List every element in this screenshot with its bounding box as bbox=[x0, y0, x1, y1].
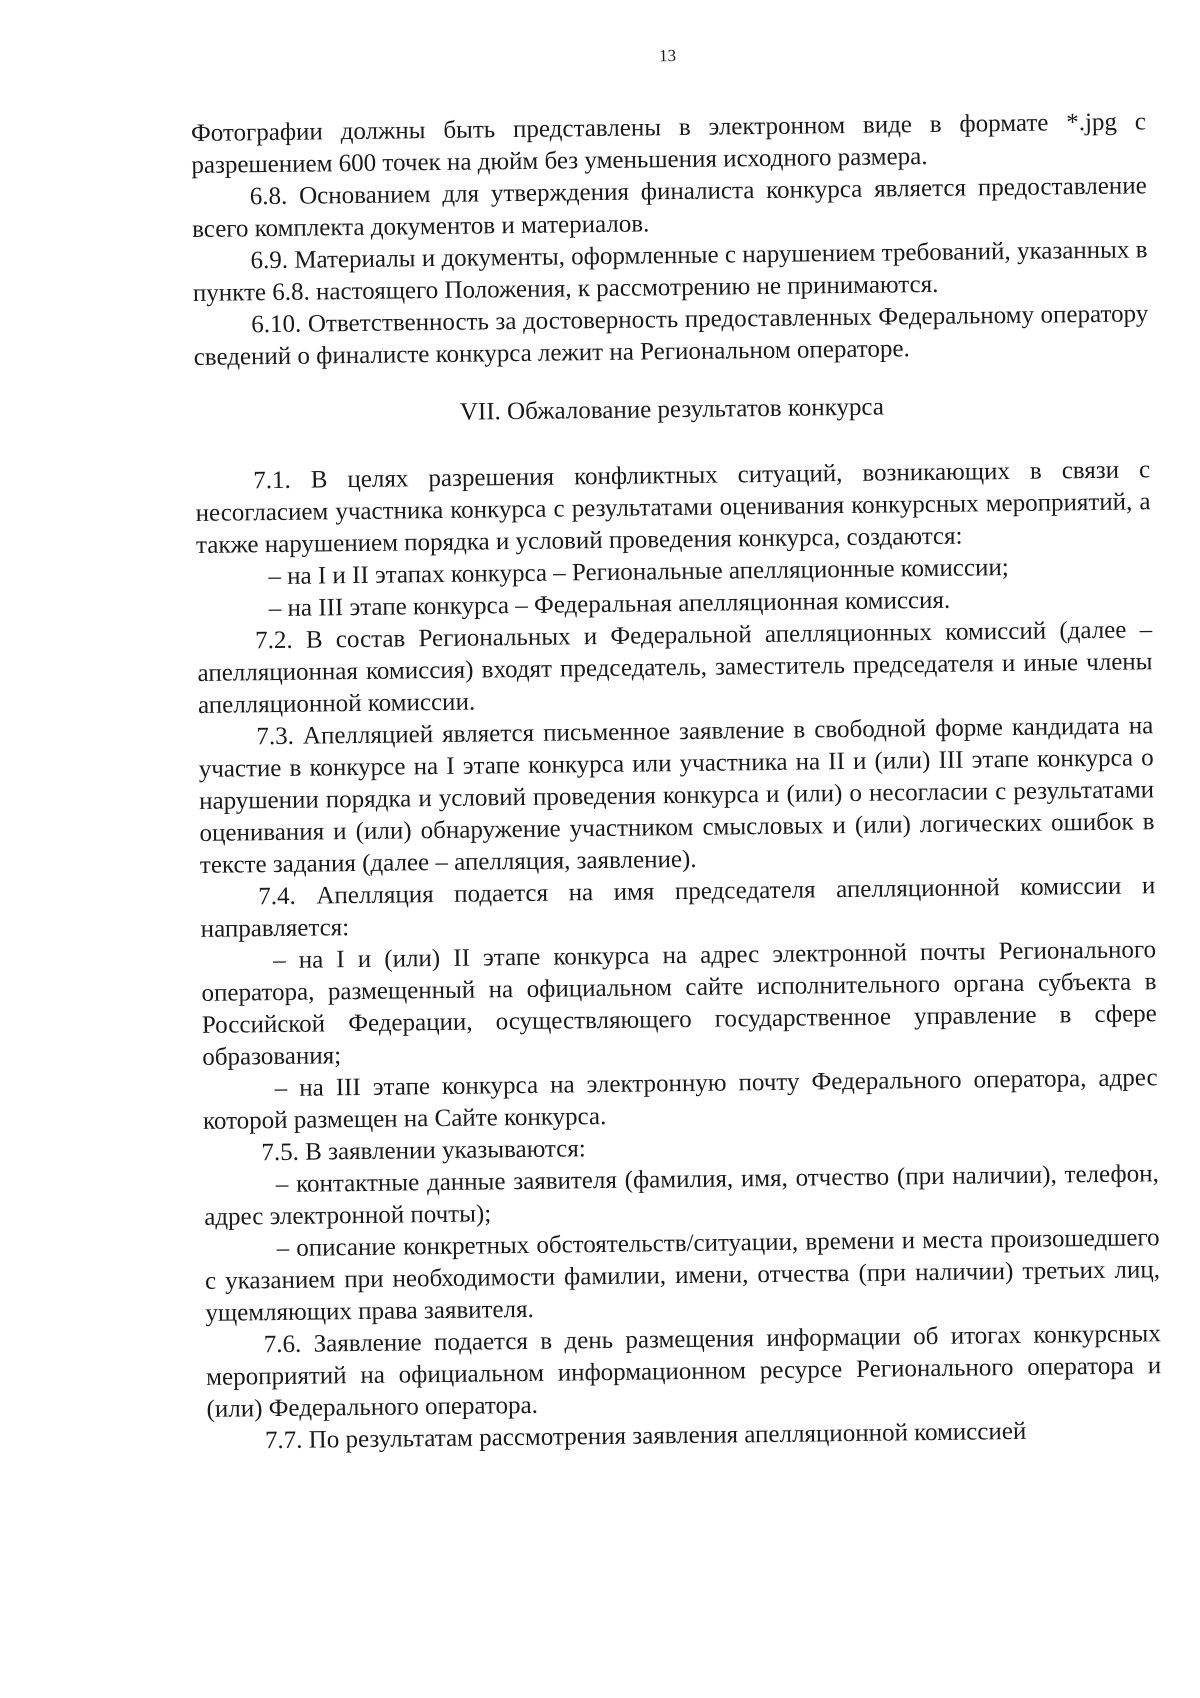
paragraph-6-8: 6.8. Основанием для утверждения финалиста конкурса является предоставление всего комплекта документов и материалов. bbox=[192, 172, 1147, 243]
paragraph-photo-format: Фотографии должны быть представлены в электронном виде в формате *.jpg с разрешением 600 точек на дюйм без уменьшения исходного размера. bbox=[190, 108, 1147, 179]
list-item-regional-email: – на I и (или) II этапе конкурса на адрес электронной почты Регионального оператора, размещенный на официальном сайте исполнительного органа субъекта в Российской Федерации, осуществляющего государственное управление в сфере образования; bbox=[201, 936, 1157, 1071]
list-item-regional-commissions: – на I и II этапах конкурса – Региональные апелляционные комиссии; bbox=[268, 554, 1009, 591]
paragraph-7-7: 7.7. По результатам рассмотрения заявления апелляционной комиссией bbox=[264, 1417, 1027, 1455]
paragraph-6-9: 6.9. Материалы и документы, оформленные с нарушением требований, указанных в пункте 6.8. настоящего Положения, к рассмотрению не принимаются. bbox=[192, 236, 1148, 307]
list-item-federal-email: – на III этапе конкурса на электронную почту Федерального оператора, адрес которой размещен на Сайте конкурса. bbox=[202, 1064, 1158, 1135]
section-heading: VII. Обжалование результатов конкурса bbox=[459, 393, 885, 426]
paragraph-7-3: 7.3. Апелляцией является письменное заявление в свободной форме кандидата на участие в конкурсе на I этапе конкурса или участника на II и (или) III этапе конкурса о нарушении порядка и условий проведения конкурса и (или) о несогласии с результатами оценивания и (или) обнаружение участником смысловых и (или) логических ошибок в тексте задания (далее – апелляция, заявление). bbox=[198, 712, 1155, 879]
document-page bbox=[190, 40, 1162, 1458]
list-item-contact-data: – контактные данные заявителя (фамилия, имя, отчество (при наличии), телефон, адрес электронной почты); bbox=[204, 1160, 1159, 1231]
page-number: 13 bbox=[658, 46, 677, 66]
paragraph-6-10: 6.10. Ответственность за достоверность предоставленных Федеральному оператору сведений о финалисте конкурса лежит на Региональном операторе. bbox=[193, 300, 1149, 371]
list-item-federal-commission: – на III этапе конкурса – Федеральная апелляционная комиссия. bbox=[268, 586, 951, 623]
paragraph-7-6: 7.6. Заявление подается в день размещения информации об итогах конкурсных мероприятий на официальном информационном ресурсе Регионального оператора и (или) Федерального оператора. bbox=[206, 1320, 1162, 1423]
paragraph-7-2: 7.2. В состав Региональных и Федеральной апелляционных комиссий (далее – апелляционная комиссия) входят председатель, заместитель председателя и иные члены апелляционной комиссии. bbox=[197, 616, 1153, 719]
paragraph-7-1: 7.1. В целях разрешения конфликтных ситуаций, возникающих в связи с несогласием участника конкурса с результатами оценивания конкурсных мероприятий, а также нарушением порядка и условий проведения конкурса, создаются: bbox=[195, 456, 1151, 559]
paragraph-7-5: 7.5. В заявлении указываются: bbox=[261, 1135, 586, 1167]
paragraph-7-4: 7.4. Апелляция подается на имя председателя апелляционной комиссии и направляется: bbox=[200, 872, 1156, 943]
list-item-circumstances: – описание конкретных обстоятельств/ситуации, времени и места произошедшего с указанием при необходимости фамилии, имени, отчества (при наличии) третьих лиц, ущемляющих права заявителя. bbox=[204, 1224, 1161, 1327]
